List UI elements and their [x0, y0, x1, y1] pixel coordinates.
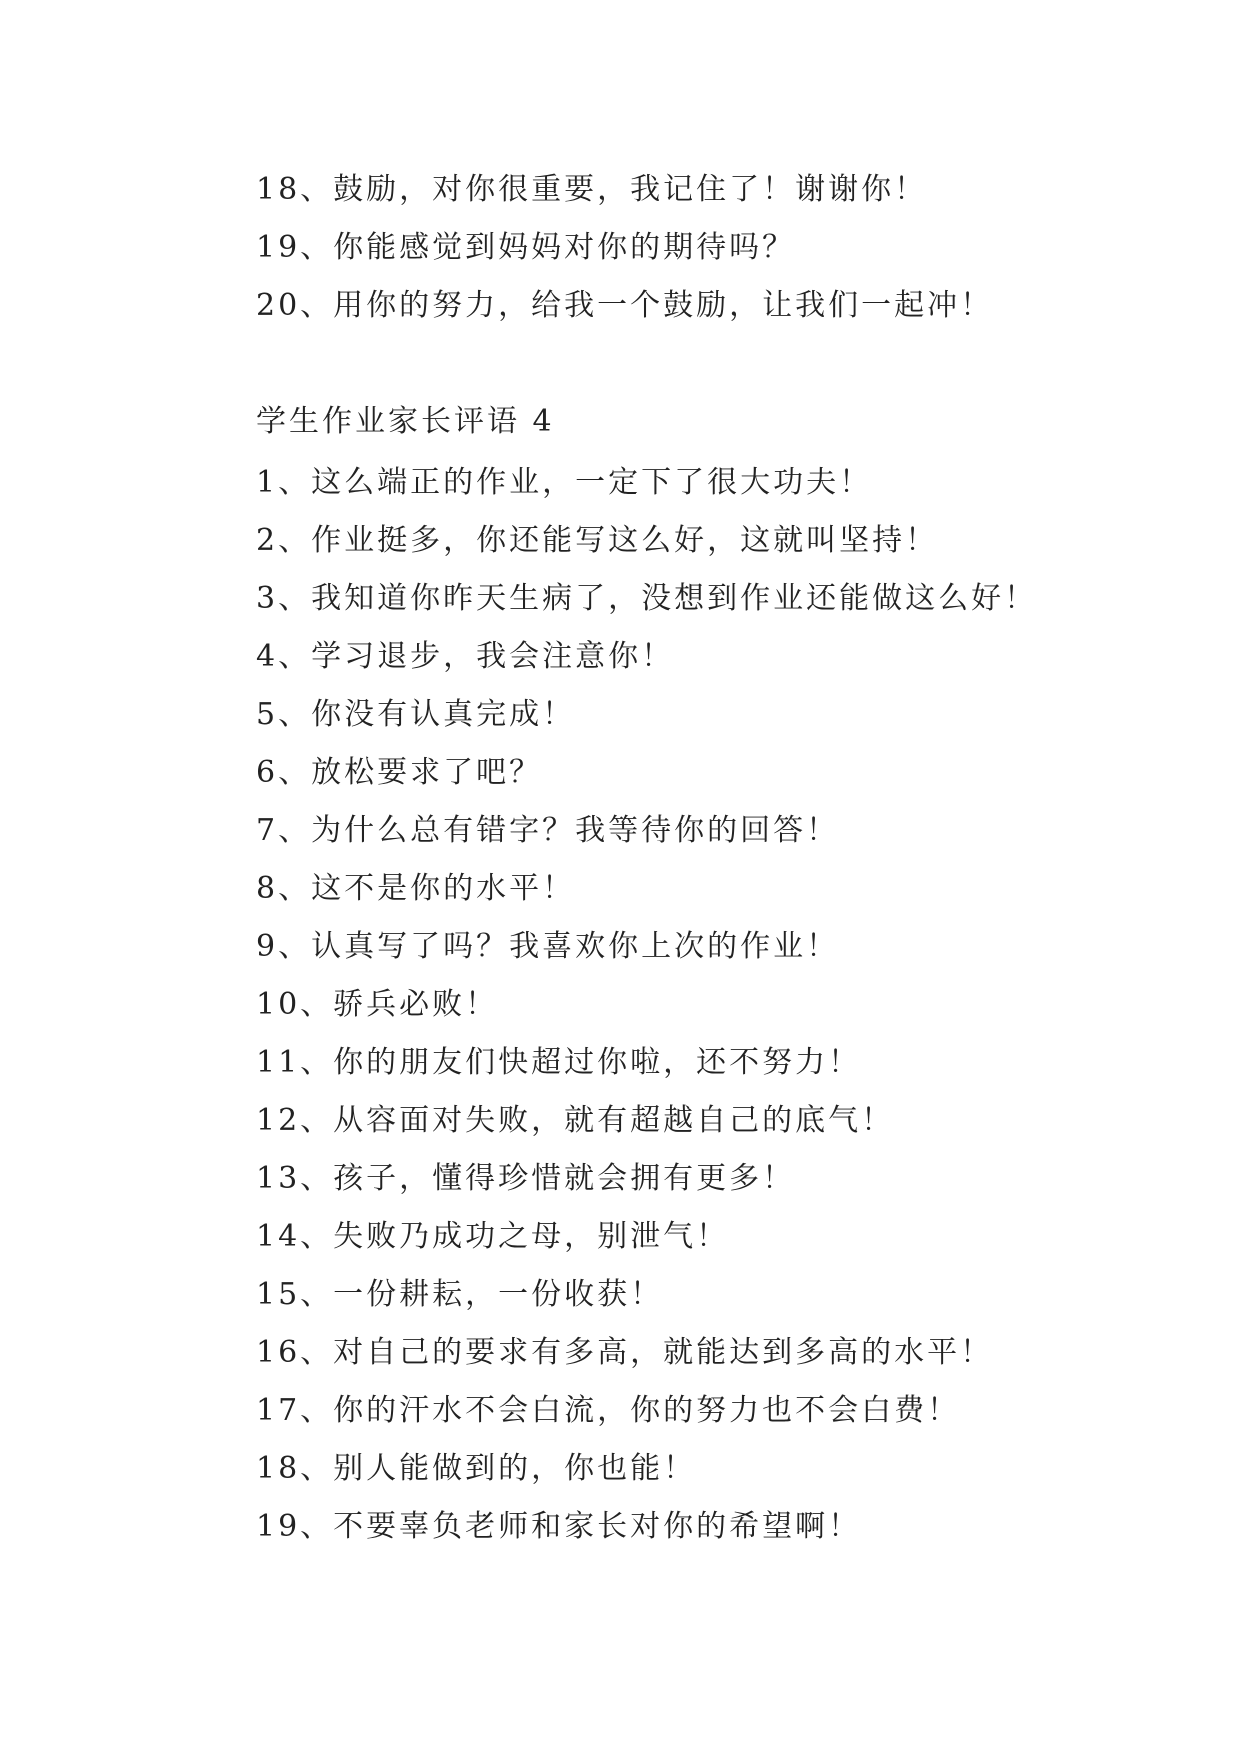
- list-item: 19、你能感觉到妈妈对你的期待吗？: [256, 230, 796, 265]
- list-item: 7、为什么总有错字？我等待你的回答！: [256, 813, 840, 848]
- list-item: 16、对自己的要求有多高，就能达到多高的水平！: [256, 1335, 994, 1370]
- section-title: 学生作业家长评语 4: [256, 404, 555, 439]
- list-item: 1、这么端正的作业，一定下了很大功夫！: [256, 465, 873, 500]
- list-item: 9、认真写了吗？我喜欢你上次的作业！: [256, 929, 840, 964]
- list-item: 14、失败乃成功之母，别泄气！: [256, 1219, 730, 1254]
- list-item: 13、孩子，懂得珍惜就会拥有更多！: [256, 1161, 796, 1196]
- list-item: 3、我知道你昨天生病了，没想到作业还能做这么好！: [256, 581, 1038, 616]
- list-item: 2、作业挺多，你还能写这么好，这就叫坚持！: [256, 523, 939, 558]
- list-item: 6、放松要求了吧？: [256, 755, 543, 790]
- list-item: 15、一份耕耘，一份收获！: [256, 1277, 664, 1312]
- list-item: 17、你的汗水不会白流，你的努力也不会白费！: [256, 1393, 961, 1428]
- section-4: [256, 396, 1156, 1556]
- list-item: 18、别人能做到的，你也能！: [256, 1451, 697, 1486]
- list-item: 4、学习退步，我会注意你！: [256, 639, 675, 674]
- list-item: 11、你的朋友们快超过你啦，还不努力！: [256, 1045, 862, 1080]
- list-item: 8、这不是你的水平！: [256, 871, 576, 906]
- list-item: 10、骄兵必败！: [256, 987, 499, 1022]
- list-item: 20、用你的努力，给我一个鼓励，让我们一起冲！: [256, 288, 994, 323]
- continued-list: [256, 161, 1156, 335]
- list-item: 5、你没有认真完成！: [256, 697, 576, 732]
- list-item: 18、鼓励，对你很重要，我记住了！谢谢你！: [256, 172, 928, 207]
- list-item: 12、从容面对失败，就有超越自己的底气！: [256, 1103, 895, 1138]
- list-item: 19、不要辜负老师和家长对你的希望啊！: [256, 1509, 862, 1544]
